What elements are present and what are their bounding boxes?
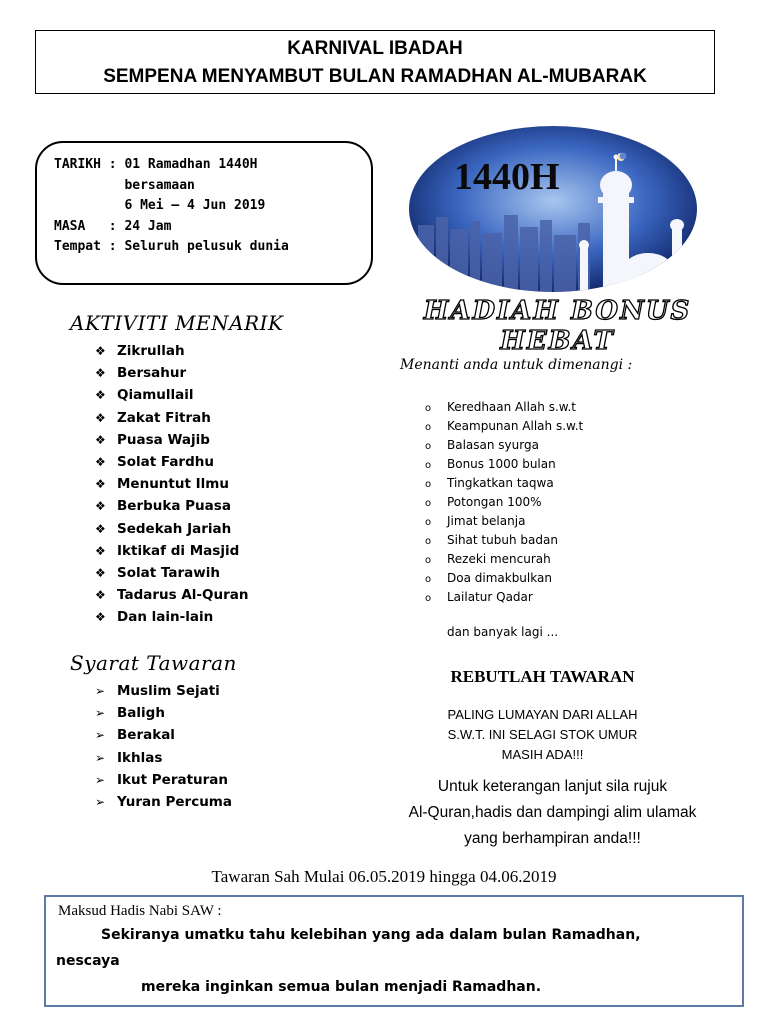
circle-bullet-icon: o <box>425 593 432 604</box>
list-item: ➢ Berakal <box>95 724 232 746</box>
banner-year: 1440H <box>454 156 560 198</box>
diamond-bullet-icon: ❖ <box>95 543 106 558</box>
diamond-bullet-icon: ❖ <box>95 344 106 358</box>
circle-bullet-icon: o <box>425 460 432 471</box>
list-item: o Bonus 1000 bulan <box>425 455 583 474</box>
info-line: Untuk keterangan lanjut sila rujuk <box>437 778 668 795</box>
conditions-heading: Syarat Tawaran <box>70 651 237 675</box>
offer-heading: REBUTLAH TAWARAN <box>450 667 635 686</box>
arrow-bullet-icon: ➢ <box>95 750 106 765</box>
diamond-bullet-icon: ❖ <box>95 410 106 425</box>
circle-bullet-icon: o <box>425 441 432 452</box>
diamond-bullet-icon: ❖ <box>95 499 106 514</box>
list-item: o Keredhaan Allah s.w.t <box>425 398 583 417</box>
activities-list <box>95 340 249 628</box>
list-item: ➢ Yuran Percuma <box>95 791 232 813</box>
info-text <box>370 774 735 852</box>
detail-row: MASA : 24 Jam <box>54 218 172 234</box>
list-item: o Rezeki mencurah <box>425 550 583 569</box>
circle-bullet-icon: o <box>425 498 432 509</box>
diamond-bullet-icon: ❖ <box>95 521 106 536</box>
arrow-bullet-icon: ➢ <box>95 728 106 743</box>
list-item: o Lailatur Qadar <box>425 588 583 607</box>
list-item: ➢ Baligh <box>95 702 232 724</box>
list-item: ❖ Puasa Wajib <box>95 429 249 451</box>
mosque-illustration <box>408 125 698 293</box>
arrow-bullet-icon: ➢ <box>95 772 106 787</box>
validity-text: Tawaran Sah Mulai 06.05.2019 hingga 04.06.2019 <box>211 867 557 886</box>
list-item: ❖ Tadarus Al-Quran <box>95 584 249 606</box>
diamond-bullet-icon: ❖ <box>95 388 106 403</box>
list-item: ❖ Solat Fardhu <box>95 451 249 473</box>
diamond-bullet-icon: ❖ <box>95 610 106 625</box>
hadith-line-3: mereka inginkan semua bulan menjadi Ramadhan. <box>141 979 542 995</box>
list-item: ❖ Zikrullah <box>95 340 249 362</box>
list-item: ❖ Qiamullail <box>95 384 249 406</box>
prize-more: dan banyak lagi ... <box>447 625 559 639</box>
offer-text <box>395 705 690 765</box>
mosque-banner <box>408 125 698 293</box>
detail-row: Tempat : Seluruh pelusuk dunia <box>54 239 289 254</box>
offer-line: S.W.T. INI SELAGI STOK UMUR <box>447 727 638 742</box>
prize-intro: Menanti anda untuk dimenangi : <box>400 357 633 373</box>
detail-row: 6 Mei – 4 Jun 2019 <box>54 198 266 213</box>
list-item: ❖ Solat Tarawih <box>95 562 249 584</box>
list-item: o Potongan 100% <box>425 493 583 512</box>
detail-row: TARIKH : 01 Ramadhan 1440H <box>54 157 258 172</box>
arrow-bullet-icon: ➢ <box>95 684 106 698</box>
title-line-2: SEMPENA MENYAMBUT BULAN RAMADHAN AL-MUBARAK <box>103 66 647 87</box>
title-line-1: KARNIVAL IBADAH <box>287 38 463 59</box>
list-item: ❖ Bersahur <box>95 362 249 384</box>
list-item: o Sihat tubuh badan <box>425 531 583 550</box>
list-item: o Jimat belanja <box>425 512 583 531</box>
offer-line: PALING LUMAYAN DARI ALLAH <box>447 707 638 722</box>
event-details-box <box>35 141 373 285</box>
prize-heading: HADIAH BONUS HEBAT <box>423 296 692 356</box>
offer-line: MASIH ADA!!! <box>501 747 584 762</box>
list-item: ❖ Dan lain-lain <box>95 606 249 628</box>
list-item: ➢ Ikut Peraturan <box>95 769 232 791</box>
circle-bullet-icon: o <box>425 517 432 528</box>
title-box <box>35 30 715 94</box>
circle-bullet-icon: o <box>425 422 432 433</box>
circle-bullet-icon: o <box>425 536 432 547</box>
list-item: o Keampunan Allah s.w.t <box>425 417 583 436</box>
hadith-label: Maksud Hadis Nabi SAW : <box>58 903 222 919</box>
list-item: o Doa dimakbulkan <box>425 569 583 588</box>
list-item: o Balasan syurga <box>425 436 583 455</box>
diamond-bullet-icon: ❖ <box>95 588 106 603</box>
diamond-bullet-icon: ❖ <box>95 366 106 381</box>
list-item: ❖ Sedekah Jariah <box>95 518 249 540</box>
circle-bullet-icon: o <box>425 479 432 490</box>
circle-bullet-icon: o <box>425 574 432 585</box>
circle-bullet-icon: o <box>425 555 432 566</box>
list-item: ❖ Menuntut Ilmu <box>95 473 249 495</box>
list-item: ❖ Iktikaf di Masjid <box>95 540 249 562</box>
conditions-list <box>95 680 232 813</box>
list-item: ➢ Ikhlas <box>95 747 232 769</box>
list-item: o Tingkatkan taqwa <box>425 474 583 493</box>
activities-heading: AKTIVITI MENARIK <box>70 311 284 335</box>
arrow-bullet-icon: ➢ <box>95 706 106 721</box>
hadith-line-1: Sekiranya umatku tahu kelebihan yang ada dalam bulan Ramadhan, <box>101 927 641 943</box>
list-item: ➢ Muslim Sejati <box>95 680 232 702</box>
arrow-bullet-icon: ➢ <box>95 794 106 809</box>
info-line: Al-Quran,hadis dan dampingi alim ulamak <box>408 804 697 821</box>
detail-row: bersamaan <box>54 177 195 193</box>
prize-list <box>425 398 583 607</box>
circle-bullet-icon: o <box>425 403 432 414</box>
list-item: ❖ Berbuka Puasa <box>95 495 249 517</box>
info-line: yang berhampiran anda!!! <box>464 830 641 847</box>
hadith-line-2: nescaya <box>56 953 120 969</box>
hadith-box <box>44 895 744 1007</box>
list-item: ❖ Zakat Fitrah <box>95 407 249 429</box>
diamond-bullet-icon: ❖ <box>95 432 106 447</box>
diamond-bullet-icon: ❖ <box>95 565 106 580</box>
diamond-bullet-icon: ❖ <box>95 477 106 492</box>
diamond-bullet-icon: ❖ <box>95 454 106 469</box>
